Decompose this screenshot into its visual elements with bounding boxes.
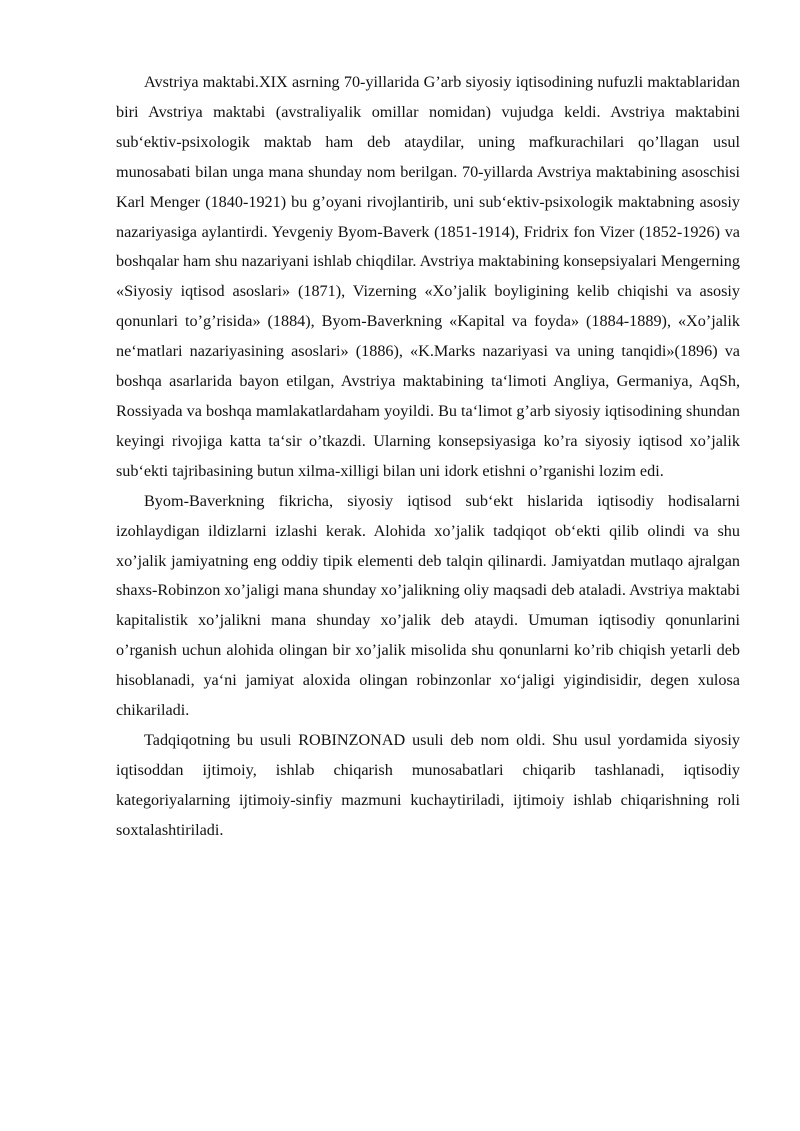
paragraph-bohm-bawerk: Byom-Baverkning fikricha, siyosiy iqtisod sub‘ekt hislarida iqtisodiy hodisalarni izohlaydigan ildizlarni izlashi kerak. Alohida xo’jalik tadqiqot ob‘ekti qilib olindi va shu xo’jalik jamiyatning eng oddiy tipik elementi deb talqin qilinardi. Jamiyatdan mutlaqo ajralgan shaxs-Robinzon xo’jaligi mana shunday xo’jalikning oliy maqsadi deb ataladi. Avstriya maktabi kapitalistik xo’jalikni mana shunday xo’jalik deb ataydi. Umuman iqtisodiy qonunlarini o’rganish uchun alohida olingan bir xo’jalik misolida shu qonunlarni ko’rib chiqish yetarli deb hisoblanadi, ya‘ni jamiyat aloxida olingan robinzonlar xo‘jaligi yigindisidir, degen xulosa chikariladi. (116, 491, 740, 720)
paragraph-austrian-school: Avstriya maktabi.XIX asrning 70-yillarida G’arb siyosiy iqtisodining nufuzli maktablaridan biri Avstriya maktabi (avstraliyalik omillar nomidan) vujudga keldi. Avstriya maktabini sub‘ektiv-psixologik maktab ham deb ataydilar, uning mafkurachilari qo’llagan usul munosabati bilan unga mana shunday nom berilgan. 70-yillarda Avstriya maktabining asoschisi Karl Menger (1840-1921) bu g’oyani rivojlantirib, uni sub‘ektiv-psixologik maktabning asosiy nazariyasiga aylantirdi. Yevgeniy Byom-Baverk (1851-1914), Fridrix fon Vizer (1852-1926) va boshqalar ham shu nazariyani ishlab chiqdilar. Avstriya maktabining konsepsiyalari Mengerning «Siyosiy iqtisod asoslari» (1871), Vizerning «Xo’jalik boyligining kelib chiqishi va asosiy qonunlari to’g’risida» (1884), Byom-Baverkning «Kapital va foyda» (1884-1889), «Xo’jalik ne‘matlari nazariyasining asoslari» (1886), «K.Marks nazariyasi va uning tanqidi»(1896) va boshqa asarlarida bayon etilgan, Avstriya maktabining ta‘limoti Angliya, Germaniya, AqSh, Rossiyada va boshqa mamlakatlardaham yoyildi. Bu ta‘limot g’arb siyosiy iqtisodining shundan keyingi rivojiga katta ta‘sir o’tkazdi. Ularning konsepsiyasiga ko’ra siyosiy iqtisod xo’jalik sub‘ekti tajribasining butun xilma-xilligi bilan uni idork etishni o’rganishi lozim edi. (116, 73, 740, 480)
document-page (116, 68, 740, 846)
paragraph-robinzonad: Tadqiqotning bu usuli ROBINZONAD usuli deb nom oldi. Shu usul yordamida siyosiy iqtisoddan ijtimoiy, ishlab chiqarish munosabatlari chiqarib tashlanadi, iqtisodiy kategoriyalarning ijtimoiy-sinfiy mazmuni kuchaytiriladi, ijtimoiy ishlab chiqarishning roli soxtalashtiriladi. (116, 730, 740, 839)
